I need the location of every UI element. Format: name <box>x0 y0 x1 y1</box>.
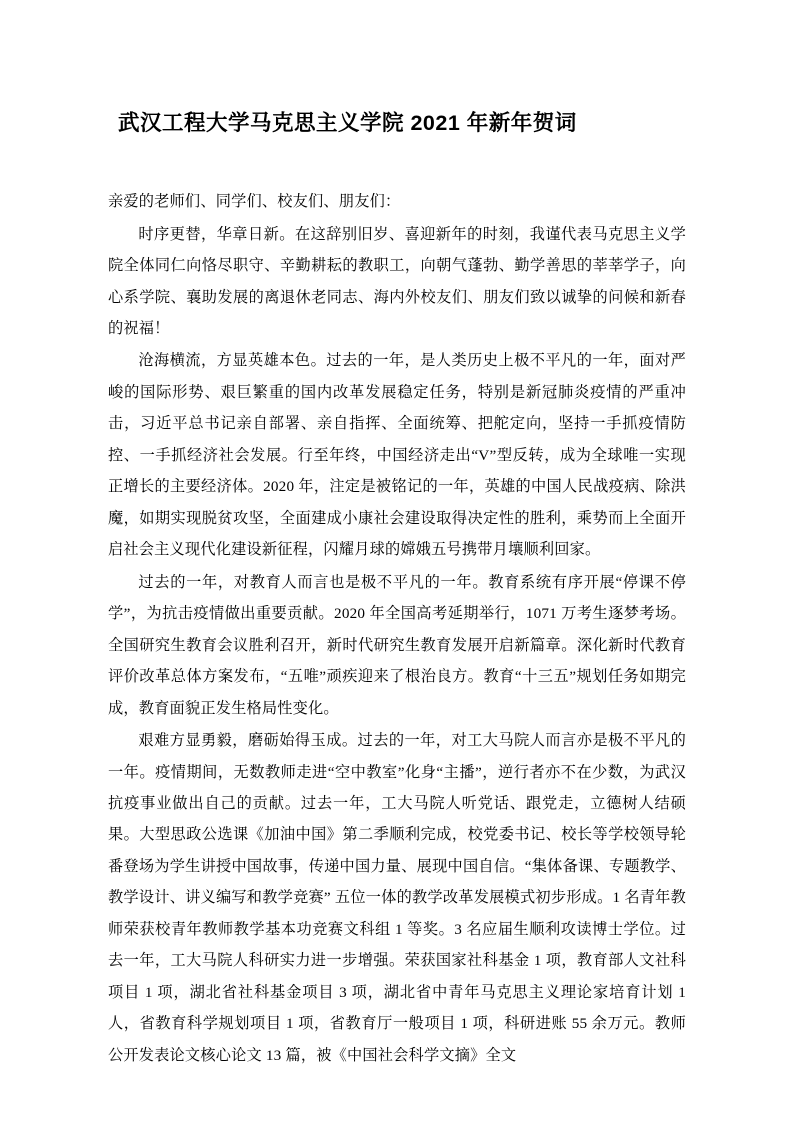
paragraph-3: 过去的一年，对教育人而言也是极不平凡的一年。教育系统有序开展“停课不停学”，为抗击疫情做出重要贡献。2020 年全国高考延期举行，1071 万考生逐梦考场。全国研究生教育会议胜利召开，新时代研究生教育发展开启新篇章。深化新时代教育评价改革总体方案发布，“五唯”顽疾迎来了根治良方。教育“十三五”规划任务如期完成，教育面貌正发生格局性变化。 <box>108 573 686 717</box>
paragraph-salutation: 亲爱的老师们、同学们、校友们、朋友们： <box>108 193 401 211</box>
paragraph-4: 艰难方显勇毅，磨砺始得玉成。过去的一年，对工大马院人而言亦是极不平凡的一年。疫情期间，无数教师走进“空中教室”化身“主播”，逆行者亦不在少数，为武汉抗疫事业做出自己的贡献。过去一年，工大马院人听党话、跟党走，立德树人结硕果。大型思政公选课《加油中国》第二季顺利完成，校党委书记、校长等学校领导轮番登场为学生讲授中国故事，传递中国力量、展现中国自信。“集体备课、专题教学、教学设计、讲义编写和教学竞赛” 五位一体的教学改革发展模式初步形成。1 名青年教师荣获校青年教师教学基本功竞赛文科组 1 等奖。3 名应届生顺利攻读博士学位。过去一年，工大马院人科研实力进一步增强。荣获国家社科基金 1 项，教育部人文社科项目 1 项，湖北省社科基金项目 3 项，湖北省中青年马克思主义理论家培育计划 1 人，省教育科学规划项目 1 项，省教育厅一般项目 1 项，科研进账 55 余万元。教师公开发表论文核心论文 13 篇，被《中国社会科学文摘》全文 <box>108 732 686 1064</box>
document-body <box>108 186 686 1071</box>
paragraph-1: 时序更替，华章日新。在这辞别旧岁、喜迎新年的时刻，我谨代表马克思主义学院全体同仁向恪尽职守、辛勤耕耘的教职工，向朝气蓬勃、勤学善思的莘莘学子，向心系学院、襄助发展的离退休老同志、海内外校友们、朋友们致以诚挚的问候和新春的祝福！ <box>108 225 686 337</box>
paragraph-2: 沧海横流，方显英雄本色。过去的一年，是人类历史上极不平凡的一年，面对严峻的国际形势、艰巨繁重的国内改革发展稳定任务，特别是新冠肺炎疫情的严重冲击，习近平总书记亲自部署、亲自指挥、全面统筹、把舵定向，坚持一手抓疫情防控、一手抓经济社会发展。行至年终，中国经济走出“V”型反转，成为全球唯一实现正增长的主要经济体。2020 年，注定是被铭记的一年，英雄的中国人民战疫病、除洪魔，如期实现脱贫攻坚，全面建成小康社会建设取得决定性的胜利，乘势而上全面开启社会主义现代化建设新征程，闪耀月球的嫦娥五号携带月壤顺利回家。 <box>108 352 686 559</box>
page-title: 武汉工程大学马克思主义学院 2021 年新年贺词 <box>118 111 577 135</box>
